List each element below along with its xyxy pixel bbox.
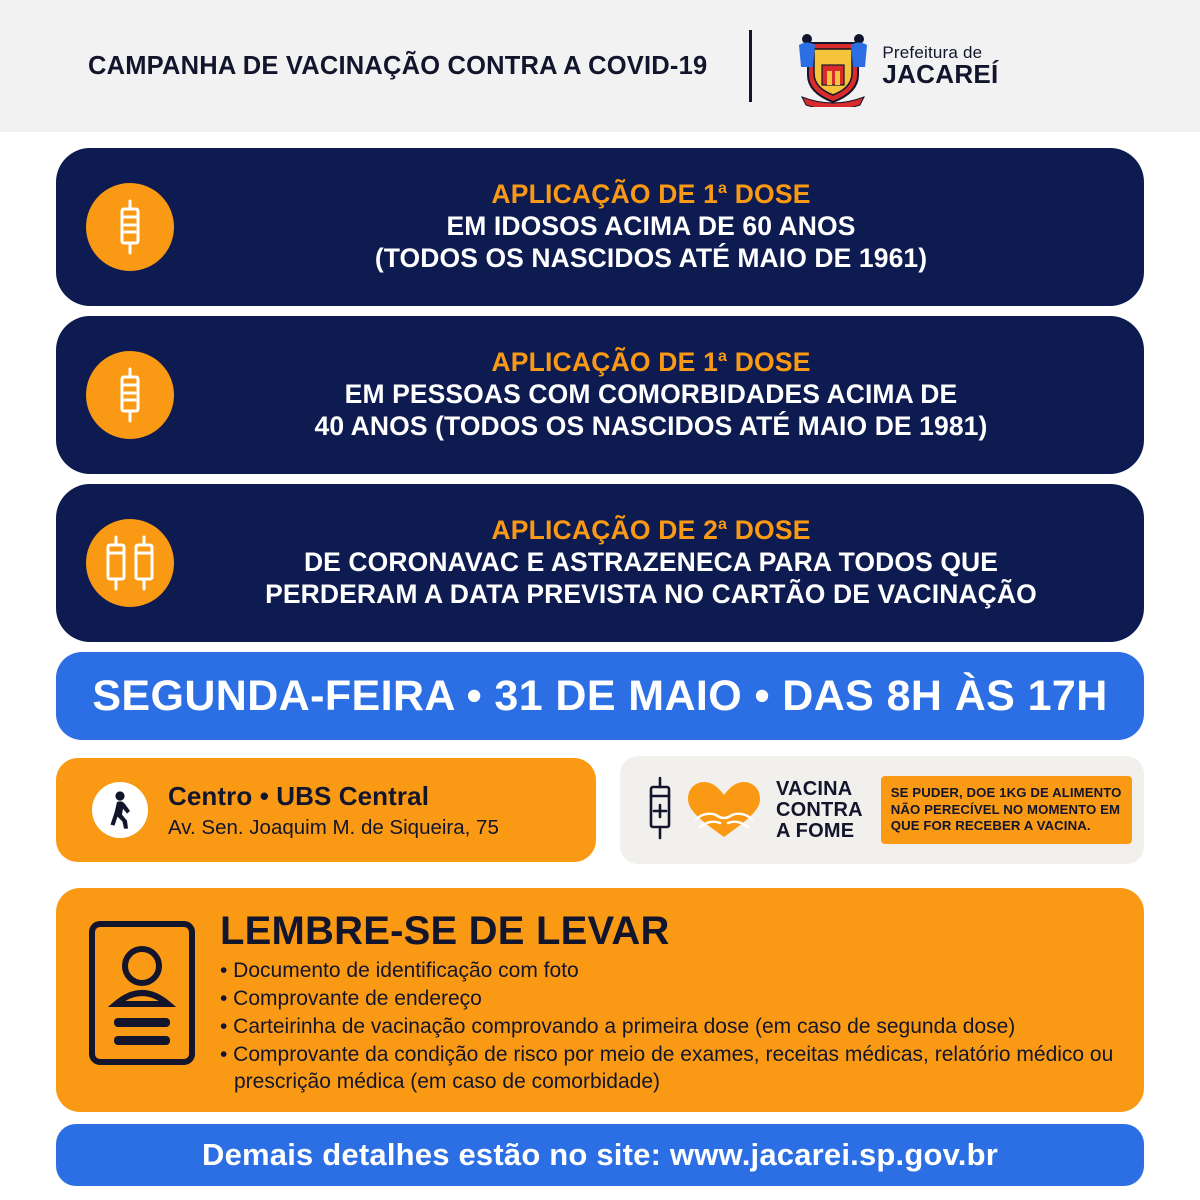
food-drive-label-line2: CONTRA (776, 798, 863, 821)
single-syringe-icon (86, 183, 174, 271)
dose-card-3-line1: DE CORONAVAC E ASTRAZENECA PARA TODOS QUE (303, 547, 999, 578)
dose-card-2-line2: 40 ANOS (TODOS OS NASCIDOS ATÉ MAIO DE 1981) (314, 410, 988, 441)
food-drive-label-line3: A FOME (776, 819, 855, 842)
id-card-icon (86, 918, 198, 1073)
syringe-icon (642, 775, 678, 846)
remember-list (220, 958, 1120, 1095)
remember-title: LEMBRE-SE DE LEVAR (220, 909, 670, 953)
list-item: • Comprovante de endereço (220, 986, 482, 1010)
dose-card-1-line2: (TODOS OS NASCIDOS ATÉ MAIO DE 1961) (374, 242, 928, 273)
location-address: Av. Sen. Joaquim M. de Siqueira, 75 (168, 815, 499, 839)
food-drive-card (620, 756, 1144, 864)
dose-card-3-text (174, 515, 1144, 610)
food-drive-note (881, 776, 1132, 844)
heart-hands-icon (682, 775, 766, 846)
dose-title-pre: APLICAÇÃO DE 1 (491, 347, 719, 378)
dose-title-sup: a (718, 180, 728, 198)
food-drive-note-line2: NÃO PERECÍVEL NO MOMENTO EM (890, 801, 1121, 817)
dose-card-3-title (180, 515, 1122, 547)
food-drive-label (776, 779, 863, 842)
dose-card-1-line1: EM IDOSOS ACIMA DE 60 ANOS (446, 211, 856, 242)
dose-card-2-line1: EM PESSOAS COM COMORBIDADES ACIMA DE (344, 379, 958, 410)
dose-title-post: DOSE (727, 347, 811, 378)
list-item: • Comprovante da condição de risco por meio de exames, receitas médicas, relatório médico ou prescrição médica (em caso de comorbidade) (220, 1042, 1114, 1093)
food-drive-note-line1: SE PUDER, DOE 1KG DE ALIMENTO (890, 785, 1122, 801)
coat-of-arms-icon (794, 25, 872, 107)
brand-line2: JACAREÍ (882, 59, 999, 90)
header (0, 0, 1200, 132)
dose-title-pre: APLICAÇÃO DE 2 (491, 515, 719, 546)
date-banner (56, 652, 1144, 740)
dose-title-post: DOSE (727, 179, 811, 210)
date-banner-text: SEGUNDA-FEIRA • 31 DE MAIO • DAS 8H ÀS 17H (92, 671, 1108, 720)
location-text (168, 781, 499, 840)
single-syringe-icon (86, 351, 174, 439)
remember-card (56, 888, 1144, 1112)
dose-card-2 (56, 316, 1144, 474)
pedestrian-icon (92, 782, 148, 838)
dose-title-post: DOSE (727, 515, 811, 546)
brand-logo (794, 25, 998, 107)
dose-title-pre: APLICAÇÃO DE 1 (491, 179, 719, 210)
dose-card-2-title (180, 347, 1122, 379)
food-drive-icons (642, 775, 863, 846)
dose-title-sup: a (718, 348, 728, 366)
brand-line1: Prefeitura de (882, 43, 983, 63)
food-drive-label-line1: VACINA (776, 777, 853, 800)
double-syringe-icon (86, 519, 174, 607)
location-card (56, 758, 596, 862)
list-item: • Documento de identificação com foto (220, 959, 579, 982)
dose-card-1-title (180, 179, 1122, 211)
dose-card-1 (56, 148, 1144, 306)
remember-body (220, 910, 1144, 1095)
footer-banner (56, 1124, 1144, 1186)
brand-text (882, 44, 998, 88)
footer-text: Demais detalhes estão no site: www.jacarei.sp.gov.br (202, 1137, 998, 1172)
page-title: CAMPANHA DE VACINAÇÃO CONTRA A COVID-19 (88, 51, 708, 80)
food-drive-note-line3: QUE FOR RECEBER A VACINA. (890, 818, 1091, 834)
list-item: • Carteirinha de vacinação comprovando a primeira dose (em caso de segunda dose) (220, 1014, 1016, 1038)
dose-title-sup: a (718, 516, 728, 534)
dose-card-3 (56, 484, 1144, 642)
header-divider (749, 30, 752, 102)
dose-card-1-text (174, 179, 1144, 274)
dose-card-2-text (174, 347, 1144, 442)
dose-card-3-line2: PERDERAM A DATA PREVISTA NO CARTÃO DE VACINAÇÃO (265, 578, 1037, 609)
location-name: Centro • UBS Central (168, 780, 430, 811)
